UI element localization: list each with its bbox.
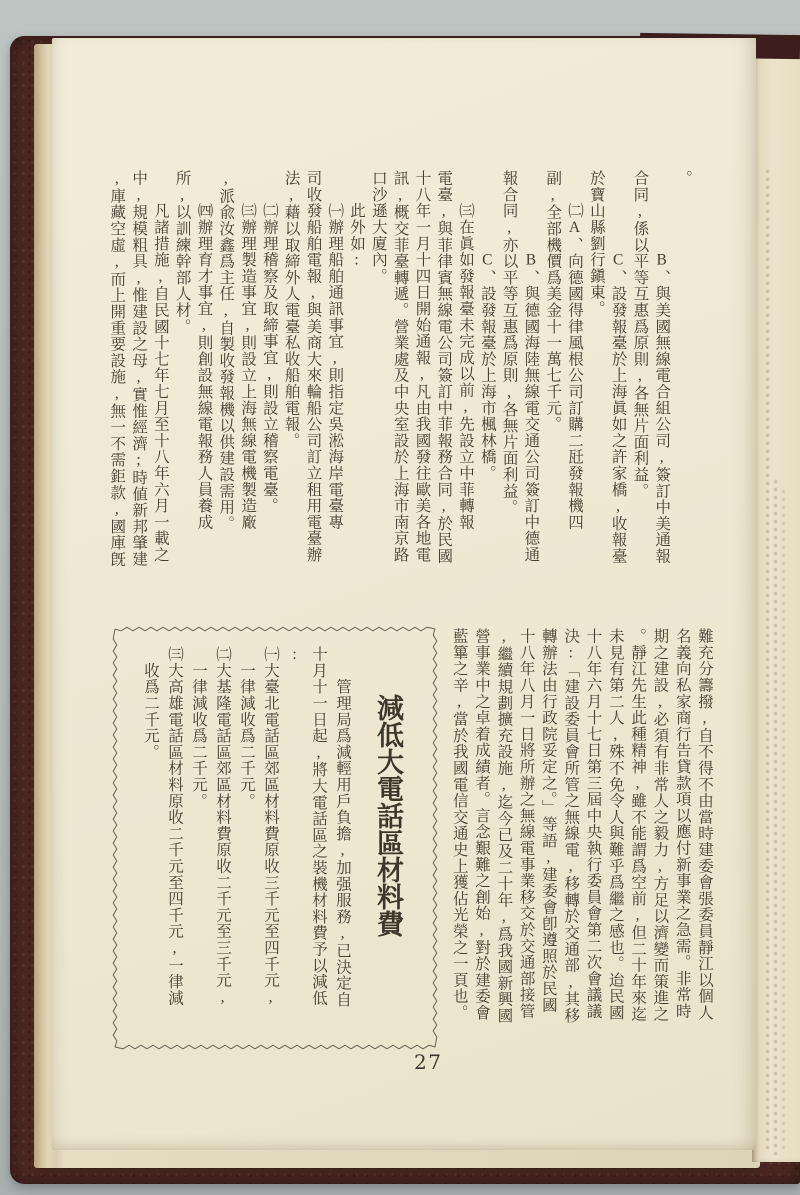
text-column: 一律減收爲二千元。 xyxy=(190,646,207,809)
text-column: C、設發報臺於上海市楓林橋。 xyxy=(478,170,496,482)
text-column: ㈡大基隆電話區郊區材料費原收二千元至三千元, xyxy=(214,646,231,1007)
text-column: ㈢辦理製造事宜,則設立上海無線電機製造廠 xyxy=(239,170,257,531)
text-column: 名義向私家商行告貸款項以應付新事業之急需。非常時 xyxy=(673,628,691,1020)
text-column: 收爲二千元。 xyxy=(142,646,159,761)
text-column: ㈣辦理育才事宜,則創設無線電報務人員養成 xyxy=(195,170,213,531)
text-column: 於寶山縣劉行鎭東。 xyxy=(587,170,605,317)
text-column: 期之建設,必須有非常人之毅力,方足以濟變而策進之 xyxy=(651,628,669,1023)
text-column: 凡諸措施,自民國十七年七月至十八年六月一載之 xyxy=(151,170,169,563)
text-column: B、與德國海陸無線電交通公司簽訂中德通 xyxy=(522,170,540,563)
text-column: 決:「建設委員會所管之無線電,移轉於交通部,其移 xyxy=(562,628,580,1024)
next-page-edge xyxy=(752,40,800,1162)
text-column: 訊,概交菲臺轉遞。營業處及中央室設於上海市南京路 xyxy=(391,170,409,563)
text-column: ㈢大高雄電話區材料原收二千元至四千元,一律減 xyxy=(166,646,183,1007)
showthrough-text xyxy=(782,490,785,1150)
text-column: ㈠辦理船舶通訊事宜,則指定吳淞海岸電臺專 xyxy=(326,170,344,531)
text-column: 轉辦法由行政院妥定之。」等語,建委會卽遵照於民國 xyxy=(539,628,557,1013)
text-column: ㈢在眞如發報臺未完成以前,先設立中菲轉報 xyxy=(457,170,475,531)
text-column: 難充分籌撥,自不得不由當時建委會張委員靜江以個人 xyxy=(696,628,713,1021)
text-column: 十八年八月一日將所辦之無線電事業移交於交通部接管 xyxy=(517,628,535,1020)
text-column: 此外如: xyxy=(348,170,366,270)
text-column: ,派兪汝鑫爲主任,自製收發報機以供建設需用。 xyxy=(217,170,235,532)
text-column: ㈠大臺北電話區郊區材料費原收三千元至四千元, xyxy=(262,646,279,1007)
main-text-block xyxy=(104,170,694,574)
text-column: 法,藉以取締外人電臺私收船舶電報。 xyxy=(282,170,300,449)
text-column: 報合同,亦以平等互惠爲原則,各無片面利益。 xyxy=(500,170,518,516)
notice-box xyxy=(112,626,438,1050)
text-column: 十八年六月十七日第三屆中央執行委員會第二次會議議 xyxy=(584,628,602,1020)
text-column: 。靜江先生此種精神,雖不能謂爲空前,但二十年來迄 xyxy=(629,628,647,1023)
text-column: 十月十一日起,將大電話區之裝機材料費予以減低 xyxy=(310,646,327,1007)
text-column: 一律減收爲二千元。 xyxy=(238,646,255,809)
text-column: 十八年一月十四日開始通報,凡由我國發往歐美各地電 xyxy=(413,170,431,563)
text-column: 。 xyxy=(675,170,692,187)
text-column: 營事業中之卓着成績者。言念艱難之創始,對於建委會 xyxy=(473,628,491,1021)
showthrough-text xyxy=(766,170,769,1150)
text-column: 口沙遜大廈內。 xyxy=(369,170,387,285)
lower-right-text-block xyxy=(445,628,715,1040)
text-column: 中,規模粗具,惟建設之母,實惟經濟;時値新邦肇建 xyxy=(130,170,148,568)
text-column: 司收發船舶電報,與美商大來輪船公司訂立租用電臺辦 xyxy=(304,170,322,563)
notice-box-title: 減低大電話區材料費 xyxy=(373,694,403,937)
text-column: ㈡A、向德國得律風根公司訂購二瓩發報機四 xyxy=(566,170,584,531)
text-column: 所,以訓練幹部人材。 xyxy=(173,170,191,335)
text-column: 電臺,與菲律賓無線電公司簽訂中菲報務合同,於民國 xyxy=(435,170,453,565)
text-column: 未見有第二人,殊不免令人與難乎爲繼之感也。迨民國 xyxy=(606,628,624,1021)
showthrough-text xyxy=(774,480,777,1160)
text-column: ,繼續規劃擴充設施,迄今已及二十年,爲我國新興國 xyxy=(495,628,513,1024)
text-column: 副,全部機價爲美金十一萬七千元。 xyxy=(544,170,562,433)
text-column: C、設發報臺於上海眞如之許家橋,收報臺 xyxy=(609,170,627,565)
text-column: 管理局爲減輕用戶負擔,加强服務,已決定自 xyxy=(334,646,351,1008)
page-number: 27 xyxy=(414,1050,443,1074)
text-column: ㈡辦理稽察及取締事宜,則設立稽察電臺。 xyxy=(260,170,278,514)
text-column: 藍篳之辛,當於我國電信交通史上獲佔光榮之一頁也。 xyxy=(450,628,468,1021)
text-column: B、與美國無線電合組公司,簽訂中美通報 xyxy=(653,170,671,565)
text-column: ,庫藏空虛,而上開重要設施,無一不需鉅款,國庫旣 xyxy=(108,170,126,568)
text-column: : xyxy=(286,646,303,664)
text-column: 合同,係以平等互惠爲原則,各無片面利益。 xyxy=(631,170,649,499)
